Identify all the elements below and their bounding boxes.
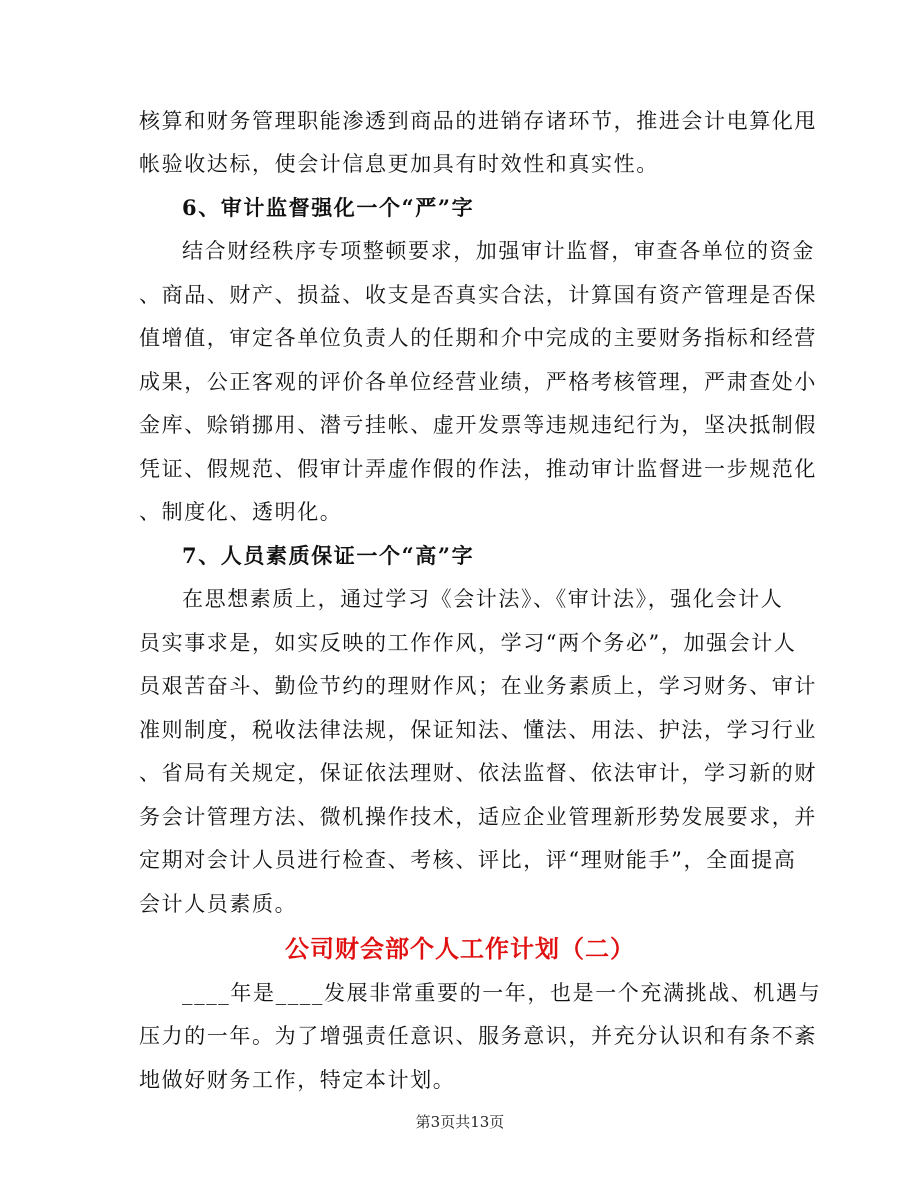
paragraph-line: 值增值，审定各单位负责人的任期和介中完成的主要财务指标和经营 bbox=[139, 326, 817, 350]
paragraph-line: 、商品、财产、损益、收支是否真实合法，计算国有资产管理是否保 bbox=[139, 283, 817, 307]
paragraph-line: 金库、赊销挪用、潜亏挂帐、虚开发票等违规违纪行为，坚决抵制假 bbox=[139, 413, 817, 437]
paragraph-line: 员艰苦奋斗、勤俭节约的理财作风；在业务素质上，学习财务、审计 bbox=[139, 674, 817, 698]
paragraph-line: 成果，公正客观的评价各单位经营业绩，严格考核管理，严肃查处小 bbox=[139, 370, 817, 394]
paragraph-line: 定期对会计人员进行检查、考核、评比，评“理财能手”，全面提高 bbox=[139, 848, 797, 872]
paragraph-line: 核算和财务管理职能渗透到商品的进销存诸环节，推进会计电算化甩 bbox=[139, 109, 817, 133]
paragraph-line: ____年是____发展非常重要的一年，也是一个充满挑战、机遇与 bbox=[182, 981, 822, 1005]
paragraph-line: 会计人员素质。 bbox=[139, 892, 298, 916]
paragraph-line: 帐验收达标，使会计信息更加具有时效性和真实性。 bbox=[139, 152, 659, 176]
paragraph-line: 准则制度，税收法律法规，保证知法、懂法、用法、护法，学习行业 bbox=[139, 718, 817, 742]
paragraph-line: 压力的一年。为了增强责任意识、服务意识，并充分认识和有条不紊 bbox=[139, 1024, 817, 1048]
paragraph-line: 、制度化、透明化。 bbox=[139, 500, 343, 524]
paragraph-line: 在思想素质上，通过学习《会计法》、《审计法》，强化会计人 bbox=[182, 587, 784, 611]
paragraph-line: 务会计管理方法、微机操作技术，适应企业管理新形势发展要求，并 bbox=[139, 805, 817, 829]
section-heading-6: 6、审计监督强化一个“严”字 bbox=[182, 195, 475, 220]
paragraph-line: 凭证、假规范、假审计弄虚作假的作法，推动审计监督进一步规范化 bbox=[139, 457, 817, 481]
paragraph-line: 员实事求是，如实反映的工作作风，学习“两个务必”，加强会计人 bbox=[139, 631, 797, 655]
section-heading-7: 7、人员素质保证一个“高”字 bbox=[182, 543, 475, 568]
paragraph-line: 结合财经秩序专项整顿要求，加强审计监督，审查各单位的资金 bbox=[182, 239, 815, 263]
paragraph-line: 地做好财务工作，特定本计划。 bbox=[139, 1068, 456, 1092]
page-number: 第3页共13页 bbox=[415, 1113, 505, 1131]
paragraph-line: 、省局有关规定，保证依法理财、依法监督、依法审计，学习新的财 bbox=[139, 761, 817, 785]
section-title: 公司财会部个人工作计划（二） bbox=[285, 934, 635, 963]
